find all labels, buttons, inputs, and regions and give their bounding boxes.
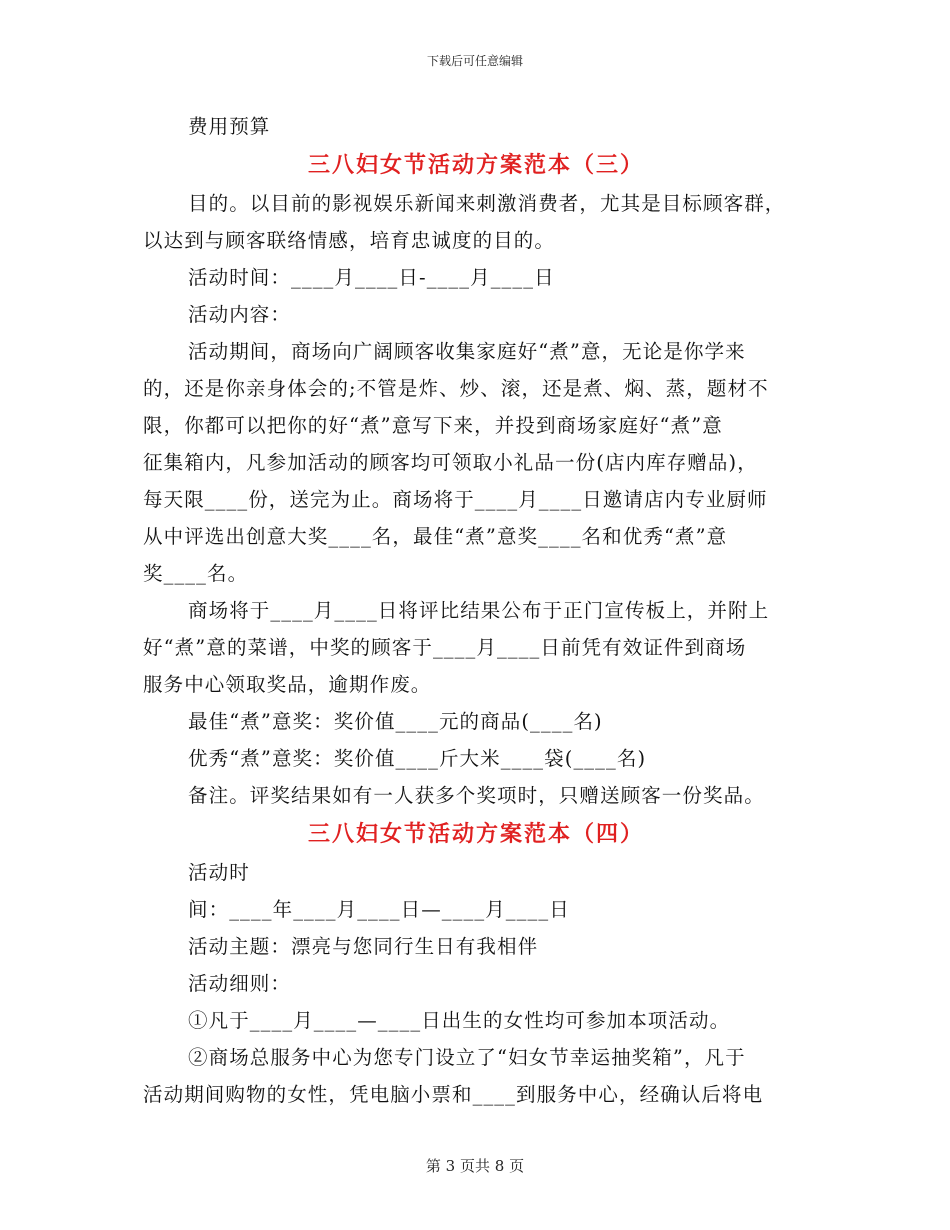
paragraph-line: 以达到与顾客联络情感，培育忠诚度的目的。 xyxy=(143,229,556,252)
document-body xyxy=(143,108,809,1113)
paragraph-line: 服务中心领取奖品，逾期作废。 xyxy=(143,673,432,696)
paragraph-line: 商场将于____月____日将评比结果公布于正门宣传板上，并附上 xyxy=(188,599,770,622)
section-heading-4: 三八妇女节活动方案范本（四） xyxy=(307,821,644,847)
paragraph-line: 限，你都可以把你的好“煮”意写下来，并投到商场家庭好“煮”意 xyxy=(143,414,723,437)
paragraph-line: 的，还是你亲身体会的;不管是炸、炒、滚，还是煮、焖、蒸，题材不 xyxy=(143,377,769,400)
activity-date-line: 间：____年____月____日—____月____日 xyxy=(188,898,570,921)
activity-rules-label: 活动细则： xyxy=(188,972,292,995)
paragraph-line: 活动期间购物的女性，凭电脑小票和____到服务中心，经确认后将电 xyxy=(143,1083,764,1106)
activity-theme-line: 活动主题：漂亮与您同行生日有我相伴 xyxy=(188,935,539,958)
page-footer: 第 3 页共 8 页 xyxy=(425,1157,525,1175)
paragraph-line: 每天限____份，送完为止。商场将于____月____日邀请店内专业厨师 xyxy=(143,488,768,511)
paragraph-line: 征集箱内，凡参加活动的顾客均可领取小礼品一份(店内库存赠品)， xyxy=(143,451,758,474)
section-3-body xyxy=(143,185,809,814)
rule-item-1: ①凡于____月____—____日出生的女性均可参加本项活动。 xyxy=(188,1009,731,1032)
prize-line-excellent: 优秀“煮”意奖：奖价值____斤大米____袋(____名) xyxy=(188,747,647,770)
paragraph-line: 活动时 xyxy=(188,861,250,884)
budget-line: 费用预算 xyxy=(188,115,271,138)
paragraph-line: 活动期间，商场向广阔顾客收集家庭好“煮”意，无论是你学来 xyxy=(188,340,746,363)
activity-time-line: 活动时间：____月____日-____月____日 xyxy=(188,266,555,289)
activity-content-label: 活动内容： xyxy=(188,303,292,326)
prize-line-best: 最佳“煮”意奖：奖价值____元的商品(____名) xyxy=(188,710,603,733)
paragraph-line: 奖____名。 xyxy=(143,562,249,585)
section-heading-3: 三八妇女节活动方案范本（三） xyxy=(307,152,644,178)
page-header: 下载后可任意编辑 xyxy=(426,54,523,68)
remark-line: 备注。评奖结果如有一人获多个奖项时，只赠送顾客一份奖品。 xyxy=(188,784,765,807)
paragraph-line: 从中评选出创意大奖____名，最佳“煮”意奖____名和优秀“煮”意 xyxy=(143,525,728,548)
section-4-body xyxy=(143,854,809,1113)
paragraph-line: 目的。以目前的影视娱乐新闻来刺激消费者，尤其是目标顾客群， xyxy=(188,192,786,215)
rule-item-2: ②商场总服务中心为您专门设立了“妇女节幸运抽奖箱”，凡于 xyxy=(188,1046,746,1069)
paragraph-line: 好“煮”意的菜谱，中奖的顾客于____月____日前凭有效证件到商场 xyxy=(143,636,747,659)
